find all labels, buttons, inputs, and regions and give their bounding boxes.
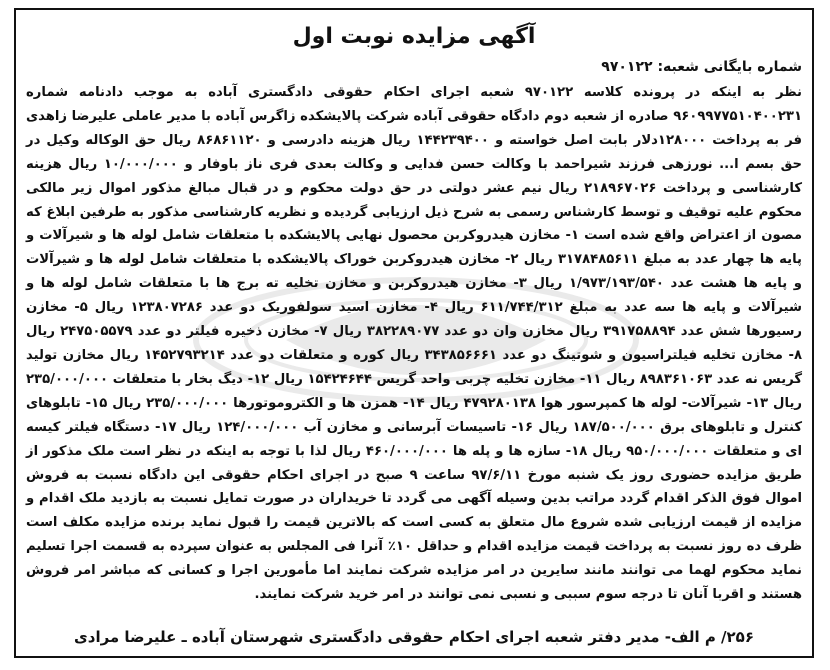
notice-title: آگهی مزایده نوبت اول [292,24,536,49]
file-number: شماره بایگانی شعبه: ۹۷۰۱۲۲ [601,59,802,75]
auction-notice [14,8,814,658]
notice-body: نظر به اینکه در پرونده کلاسه ۹۷۰۱۲۲ شعبه اجرای احکام حقوقی دادگستری آباده به موجب دادنامه شماره ۹۶۰۹۹۷۷۵۱۰۴۰۰۲۳۱ صادره از شعبه دوم دادگاه حقوقی آباده شرکت پالایشکده زاگرس آباده با مدیر عاملی علیرضا زاهدی فر به پرداخت ۱۲۸۰۰۰دلار بابت اصل خواسته و ۱۴۴۲۳۹۴۰۰ ریال هزینه دادرسی و ۸۶۸۶۱۱۲۰ ریال حق الوکاله وکیل در حق بسم ا... نورزهی فرزند شیراحمد با وکالت حسن فدایی و وکالت بعدی فری ناز باوفار و ۱۰/۰۰۰/۰۰۰ ریال هزینه کارشناسی و پرداخت ۲۱۸۹۶۷۰۲۶ ریال نیم عشر دولتی در حق دولت محکوم و در قبال مبالغ مذکور اموال زیر مالکی محکوم علیه توقیف و توسط کارشناس رسمی به شرح ذیل ارزیابی گردیده و نظریه کارشناسی مذکور به طرفین ابلاغ که مصون از اعتراض واقع شده است ۱- مخازن هیدروکربن محصول نهایی پالایشکده با متعلقات شامل لوله ها و شیرآلات و پایه ها چهار عدد به مبلغ ۳۱۷۸۴۸۵۶۱۱ ریال ۲- مخازن هیدروکربن خوراک پالایشکده با متعلقات شامل لوله ها و شیرآلات و پایه ها هشت عدد ۱/۹۷۳/۱۹۳/۵۴۰ ریال ۳- مخازن هیدروکربن و مخازن تخلیه ته برج ها با متعلقات شامل لوله ها و شیرآلات و پایه ها سه عدد به مبلغ ۶۱۱/۷۴۴/۳۱۲ ریال ۴- مخازن اسید سولفوریک دو عدد ۱۲۳۸۰۷۲۸۶ ریال ۵- مخازن رسیورها شش عدد ۳۹۱۷۵۸۸۹۴ ریال مخازن وان دو عدد ۳۸۲۲۸۹۰۷۷ ریال ۷- مخازن ذخیره فیلتر دو عدد ۲۴۷۵۰۵۵۷۹ ریال ۸- مخازن تخلیه فیلتراسیون و شوتینگ دو عدد ۳۴۳۸۵۶۶۶۱ ریال کوره و متعلقات دو عدد ۱۴۵۲۷۹۳۲۱۴ ریال مخازن تولید گریس نه عدد ۸۹۸۳۶۱۰۶۳ ریال ۱۱- مخازن تخلیه چربی واحد گریس ۱۵۴۲۴۶۴۴ ریال ۱۲- دیگ بخار با متعلقات ۲۳۵/۰۰۰/۰۰۰ ریال ۱۳- شیرآلات- لوله ها کمپرسور هوا ۴۷۹۲۸۰۱۳۸ ریال ۱۴- همزن ها و الکتروموتورها ۲۳۵/۰۰۰/۰۰۰ ریال ۱۵- تابلوهای کنترل و تابلوهای برق ۱۸۷/۵۰۰/۰۰۰ ریال ۱۶- تاسیسات آبرسانی و مخازن آب ۱۲۴/۰۰۰/۰۰۰ ریال ۱۷- دستگاه فیلتر کیسه ای و متعلقات ۹۵۰/۰۰۰/۰۰۰ ریال ۱۸- سازه ها و پله ها ۴۶۰/۰۰۰/۰۰۰ ریال لذا با توجه به اینکه در نظر است ملک مذکور از طریق مزایده حضوری روز یک شنبه مورخ ۹۷/۶/۱۱ ساعت ۹ صبح در اجرای احکام حقوقی این دادگاه نسبت به فروش اموال فوق الذکر اقدام گردد مراتب بدین وسیله آگهی می گردد تا خریداران در صورت تمایل نسبت به بازدید ملک اقدام و مزایده از قیمت ارزیابی شده شروع مال متعلق به کسی است که بالاترین قیمت را قبول نماید برنده مزایده مکلف است ظرف ده روز نسبت به پرداخت قیمت مزایده اقدام و حداقل ۱۰٪ آنرا فی المجلس به عنوان سپرده به قسمت اجرا تسلیم نماید محکوم لهما می توانند مانند سایرین در امر مزایده شرکت نمایند اما مأمورین اجرا و کسانی که مباشر امر فروش هستند و اقربا آنان تا درجه سوم سببی و نسبی نمی توانند در امر خرید شرکت نمایند. [26,85,803,603]
notice-footer-signature: ۲۵۶/ م الف- مدیر دفتر شعبه اجرای احکام حقوقی دادگستری شهرستان آباده ـ علیرضا مرادی [74,628,754,646]
